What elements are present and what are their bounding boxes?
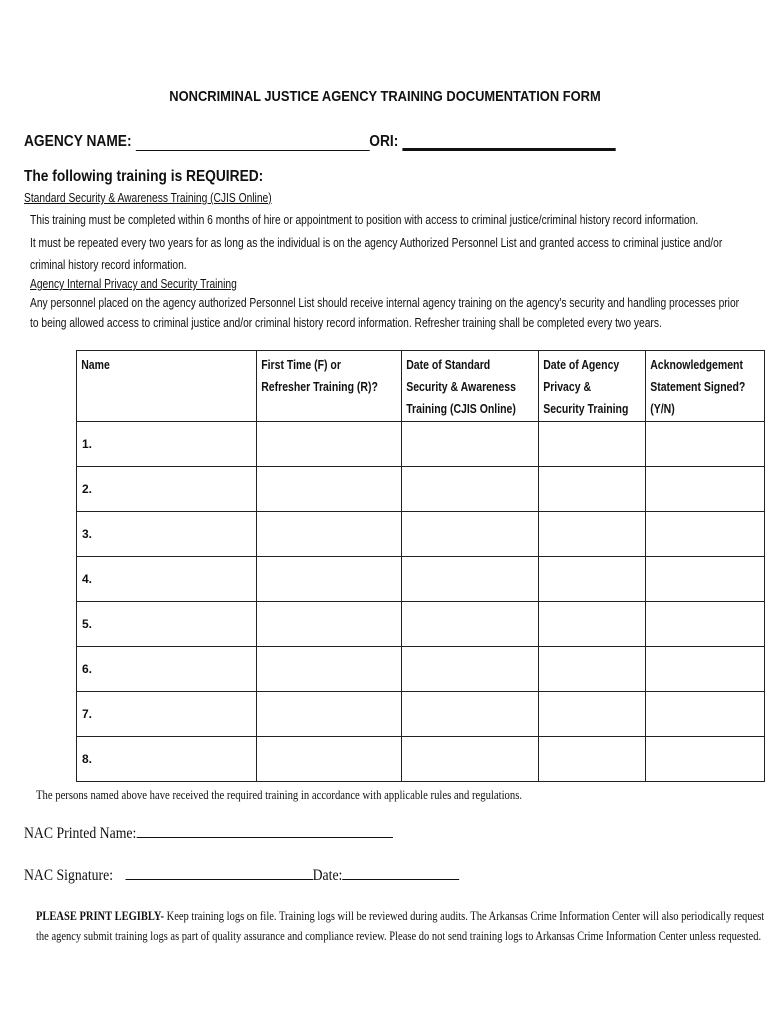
note-bold: PLEASE PRINT LEGIBLY-: [36, 909, 164, 923]
signature-label: NAC Signature:: [24, 867, 114, 884]
row-number[interactable]: 6.: [77, 647, 257, 692]
ori-label: ORI:: [369, 133, 399, 150]
cell-first-time[interactable]: [257, 422, 402, 467]
row-number[interactable]: 2.: [77, 467, 257, 512]
note-line-2: the agency submit training logs as part of quality assurance and compliance review. Please do not send training logs to Arkansas Crime Information Center unless requested.: [36, 929, 762, 943]
cell-ack[interactable]: [645, 512, 764, 557]
note-line-1: [36, 909, 764, 924]
cell-agency-date[interactable]: [538, 737, 645, 782]
note-text-1: Keep training logs on file. Training logs will be reviewed during audits. The Arkansas Crime Information Center will also periodically request: [163, 909, 765, 923]
header-agency-training: Date of Agency Privacy & Security Training: [538, 351, 645, 422]
training-table: [76, 350, 765, 782]
attestation-text: The persons named above have received the required training in accordance with applicable rules and regulations.: [36, 787, 523, 802]
section2-line2: to being allowed access to criminal justice and/or criminal history record information. Refresher training shall be completed every two years.: [30, 316, 662, 330]
section1-line3: criminal history record information.: [30, 258, 187, 272]
date-field[interactable]: [342, 878, 459, 880]
table-row: [77, 692, 765, 737]
cell-agency-date[interactable]: [538, 692, 645, 737]
signature-row: [24, 867, 459, 885]
cell-standard-date[interactable]: [401, 422, 538, 467]
cell-ack[interactable]: [645, 737, 764, 782]
table-header-row: [77, 351, 765, 422]
cell-first-time[interactable]: [257, 737, 402, 782]
printed-name-row: [24, 825, 393, 843]
cell-standard-date[interactable]: [401, 602, 538, 647]
cell-standard-date[interactable]: [401, 512, 538, 557]
section2-heading: Agency Internal Privacy and Security Training: [30, 277, 237, 291]
cell-ack[interactable]: [645, 467, 764, 512]
header-standard-training: Date of Standard Security & Awareness Training (CJIS Online): [401, 351, 538, 422]
cell-ack[interactable]: [645, 602, 764, 647]
cell-standard-date[interactable]: [401, 467, 538, 512]
cell-first-time[interactable]: [257, 557, 402, 602]
cell-agency-date[interactable]: [538, 602, 645, 647]
header-name: Name: [77, 351, 257, 422]
cell-ack[interactable]: [645, 557, 764, 602]
cell-first-time[interactable]: [257, 692, 402, 737]
row-number[interactable]: 7.: [77, 692, 257, 737]
table-row: [77, 512, 765, 557]
cell-ack[interactable]: [645, 422, 764, 467]
cell-agency-date[interactable]: [538, 467, 645, 512]
header-first-time: First Time (F) or Refresher Training (R)?: [257, 351, 402, 422]
cell-ack[interactable]: [645, 647, 764, 692]
agency-name-label: AGENCY NAME:: [24, 133, 132, 150]
table-row: [77, 467, 765, 512]
row-number[interactable]: 1.: [77, 422, 257, 467]
section2-line1: Any personnel placed on the agency authorized Personnel List should receive internal agency training on the agency's security and handling processes prior: [30, 296, 740, 310]
row-number[interactable]: 8.: [77, 737, 257, 782]
cell-standard-date[interactable]: [401, 692, 538, 737]
cell-agency-date[interactable]: [538, 422, 645, 467]
table-row: [77, 647, 765, 692]
agency-name-field[interactable]: [135, 134, 369, 151]
row-number[interactable]: 5.: [77, 602, 257, 647]
signature-field[interactable]: [125, 878, 312, 880]
section1-line2: It must be repeated every two years for as long as the individual is on the agency Authorized Personnel List and granted access to criminal justice and/or: [30, 236, 723, 250]
cell-standard-date[interactable]: [401, 647, 538, 692]
date-label: Date:: [312, 867, 343, 884]
cell-first-time[interactable]: [257, 647, 402, 692]
form-title: NONCRIMINAL JUSTICE AGENCY TRAINING DOCUMENTATION FORM: [169, 88, 601, 105]
cell-agency-date[interactable]: [538, 647, 645, 692]
row-number[interactable]: 3.: [77, 512, 257, 557]
row-number[interactable]: 4.: [77, 557, 257, 602]
cell-first-time[interactable]: [257, 467, 402, 512]
printed-name-field[interactable]: [136, 836, 392, 838]
section1-line1: This training must be completed within 6 months of hire or appointment to position with access to criminal justice/criminal history record information.: [30, 213, 699, 227]
cell-agency-date[interactable]: [538, 557, 645, 602]
header-acknowledgement: Acknowledgement Statement Signed? (Y/N): [645, 351, 764, 422]
agency-row: [24, 132, 615, 151]
cell-standard-date[interactable]: [401, 557, 538, 602]
ori-field[interactable]: [402, 132, 615, 151]
cell-ack[interactable]: [645, 692, 764, 737]
table-row: [77, 737, 765, 782]
printed-name-label: NAC Printed Name:: [24, 825, 137, 842]
section1-heading: Standard Security & Awareness Training (CJIS Online): [24, 191, 272, 205]
required-heading: The following training is REQUIRED:: [24, 168, 264, 185]
cell-first-time[interactable]: [257, 602, 402, 647]
table-row: [77, 422, 765, 467]
cell-agency-date[interactable]: [538, 512, 645, 557]
table-row: [77, 557, 765, 602]
cell-standard-date[interactable]: [401, 737, 538, 782]
cell-first-time[interactable]: [257, 512, 402, 557]
table-row: [77, 602, 765, 647]
